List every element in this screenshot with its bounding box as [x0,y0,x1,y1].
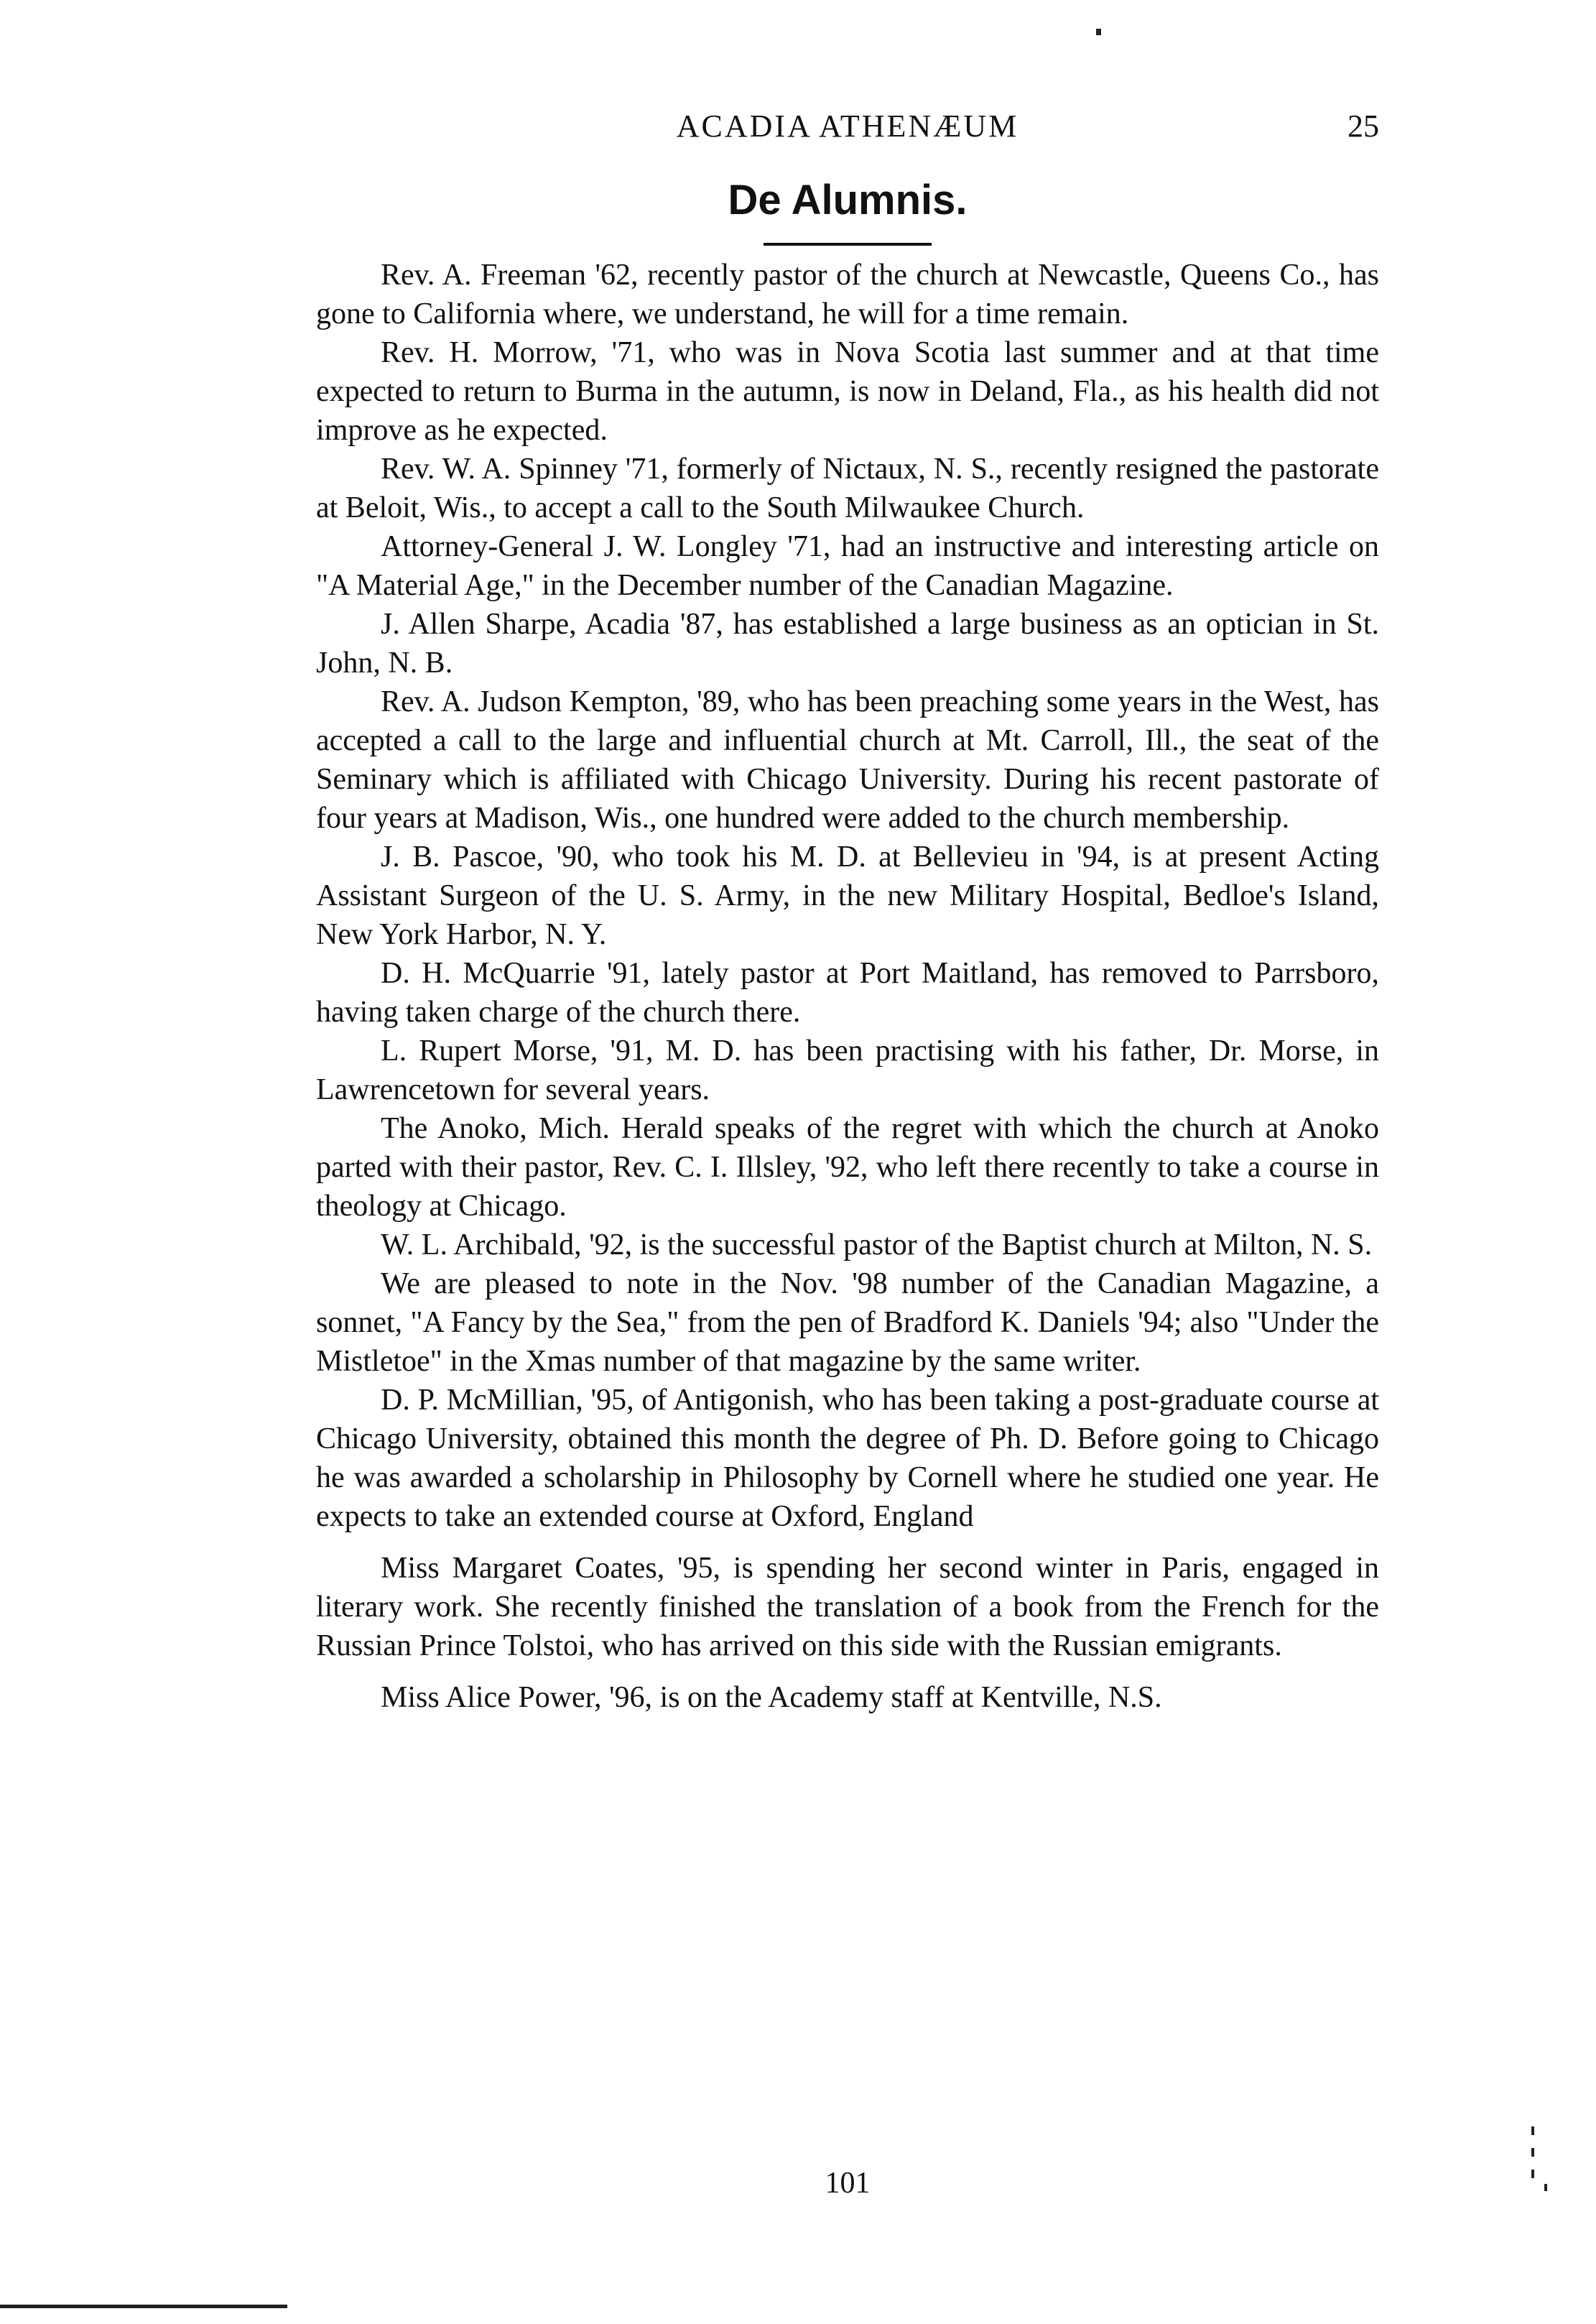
article-body [316,256,1379,1717]
paragraph-morrow: Rev. H. Morrow, '71, who was in Nova Scotia last summer and at that time expected to return to Burma in the autumn, is now in Deland, Fla., as his health did not improve as he expected. [316,336,1379,447]
paragraph-morse: L. Rupert Morse, '91, M. D. has been practising with his father, Dr. Morse, in Lawrencetown for several years. [316,1034,1379,1106]
paragraph-kempton: Rev. A. Judson Kempton, '89, who has been preaching some years in the West, has accepted a call to the large and influential church at Mt. Carroll, Ill., the seat of the Seminary which is affiliated with Chicago University. During his recent pastorate of four years at Madison, Wis., one hundred were added to the church membership. [316,685,1379,835]
paragraph-sharpe: J. Allen Sharpe, Acadia '87, has established a large business as an optician in St. John, N. B. [316,608,1379,680]
paragraph-coates: Miss Margaret Coates, '95, is spending her second winter in Paris, engaged in literary work. She recently finished the translation of a book from the French for the Russian Prince Tolstoi, who has arrived on this side with the Russian emigrants. [316,1552,1379,1662]
scan-speck [1531,2126,1534,2135]
scan-speck [1531,2170,1534,2178]
scan-speck [1531,2148,1534,2157]
paragraph-mcmillian: D. P. McMillian, '95, of Antigonish, who has been taking a post-graduate course at Chicago University, obtained this month the degree of Ph. D. Before going to Chicago he was awarded a scholarship in Philosophy by Cornell where he studied one year. He expects to take an extended course at Oxford, England [316,1384,1379,1533]
section-title: De Alumnis. [728,177,968,223]
scan-edge-line [0,2305,287,2308]
paragraph-mcquarrie: D. H. McQuarrie '91, lately pastor at Port Maitland, has removed to Parrsboro, having taken charge of the church there. [316,957,1379,1029]
paragraph-freeman: Rev. A. Freeman '62, recently pastor of the church at Newcastle, Queens Co., has gone to California where, we understand, he will for a time remain. [316,259,1379,330]
title-rule [764,243,932,246]
scan-speck [1096,29,1101,35]
paragraph-power: Miss Alice Power, '96, is on the Academy staff at Kentville, N.S. [381,1681,1162,1714]
scan-speck [1544,2184,1547,2191]
running-title: ACADIA ATHENÆUM [676,108,1019,144]
paragraph-pascoe: J. B. Pascoe, '90, who took his M. D. at Bellevieu in '94, is at present Acting Assistant Surgeon of the U. S. Army, in the new Military Hospital, Bedloe's Island, New York Harbor, N. Y. [316,841,1379,951]
paragraph-illsley: The Anoko, Mich. Herald speaks of the regret with which the church at Anoko parted with their pastor, Rev. C. I. Illsley, '92, who left there recently to take a course in theology at Chicago. [316,1112,1379,1223]
paragraph-archibald: W. L. Archibald, '92, is the successful pastor of the Baptist church at Milton, N. S. [381,1228,1373,1261]
paragraph-daniels: We are pleased to note in the Nov. '98 number of the Canadian Magazine, a sonnet, "A Fancy by the Sea," from the pen of Bradford K. Daniels '94; also "Under the Mistletoe" in the Xmas number of that magazine by the same writer. [316,1267,1379,1378]
folio-number: 101 [825,2167,871,2200]
paragraph-longley: Attorney-General J. W. Longley '71, had an instructive and interesting article on "A Material Age," in the December number of the Canadian Magazine. [316,530,1379,602]
page-number: 25 [1347,108,1379,144]
paragraph-spinney: Rev. W. A. Spinney '71, formerly of Nictaux, N. S., recently resigned the pastorate at Beloit, Wis., to accept a call to the South Milwaukee Church. [316,453,1379,524]
running-header [316,108,1379,151]
